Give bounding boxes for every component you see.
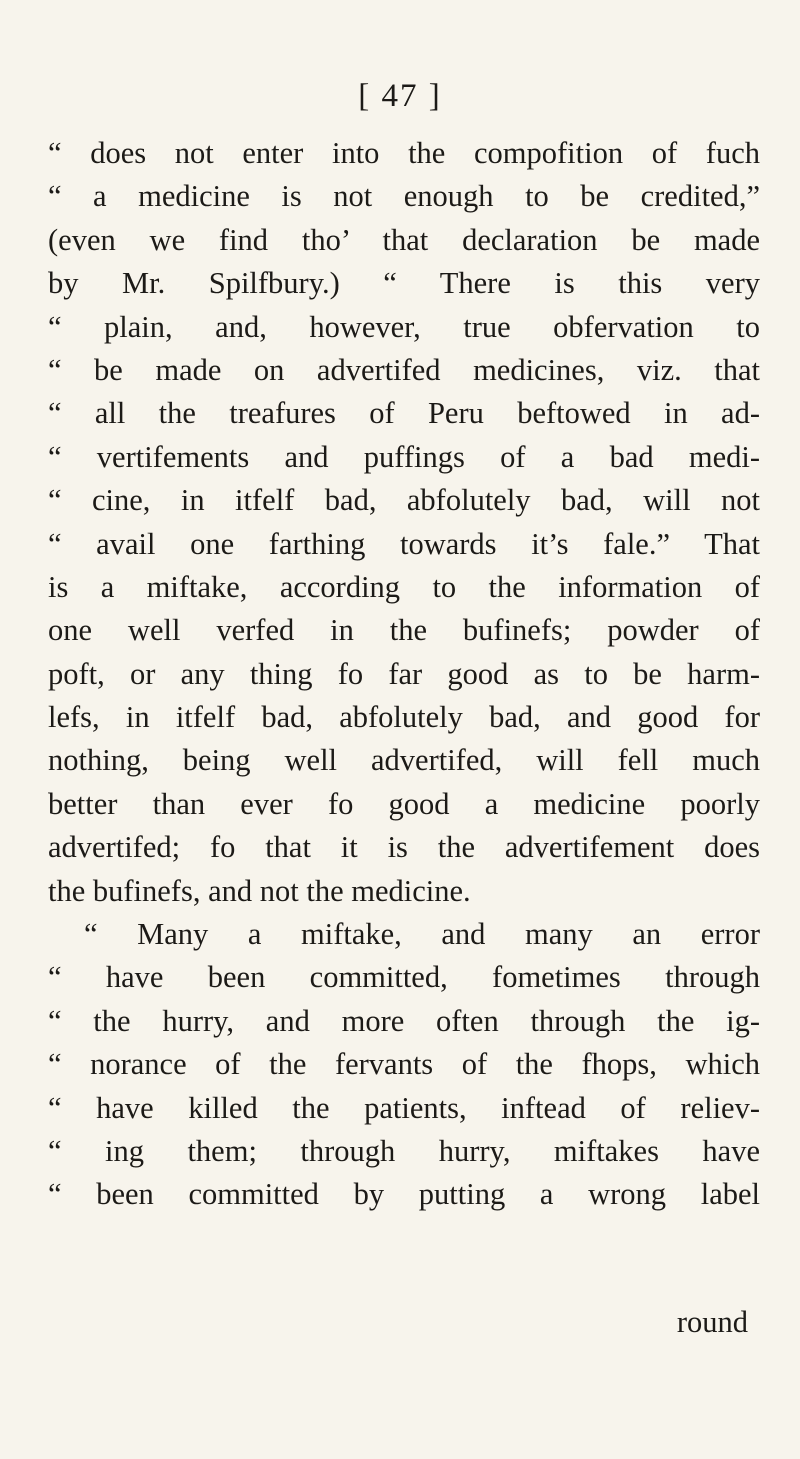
text-line-3: (even we find tho’ that declaration be made xyxy=(48,222,760,257)
text-line-22: “ norance of the fervants of the fhops, which xyxy=(48,1047,760,1082)
text-line-16: better than ever fo good a medicine poorly xyxy=(48,786,760,821)
text-line-9: “ cine, in itfelf bad, abfolutely bad, will not xyxy=(48,483,760,518)
text-line-13: poft, or any thing fo far good as to be harm- xyxy=(48,656,760,691)
text-line-18: the bufinefs, and not the medicine. xyxy=(48,873,471,908)
text-line-14: lefs, in itfelf bad, abfolutely bad, and good for xyxy=(48,700,760,735)
text-line-15: nothing, being well advertifed, will fell much xyxy=(48,743,760,778)
text-line-25: “ been committed by putting a wrong label xyxy=(48,1177,760,1212)
text-line-12: one well verfed in the bufinefs; powder of xyxy=(48,613,760,648)
text-line-8: “ vertifements and puffings of a bad medi- xyxy=(48,439,760,474)
text-line-23: “ have killed the patients, inftead of reliev- xyxy=(48,1090,760,1125)
catchword: round xyxy=(676,1305,748,1339)
text-line-24: “ ing them; through hurry, miftakes have xyxy=(48,1133,760,1168)
text-line-10: “ avail one farthing towards it’s fale.” That xyxy=(48,526,760,561)
text-line-19: “ Many a miftake, and many an error xyxy=(84,917,760,952)
body-text xyxy=(48,132,760,1217)
text-line-20: “ have been committed, fometimes through xyxy=(48,960,760,995)
page-number-header: [ 47 ] xyxy=(358,78,442,114)
text-line-17: advertifed; fo that it is the advertifement does xyxy=(48,830,760,865)
text-line-11: is a miftake, according to the information of xyxy=(48,569,760,604)
text-line-21: “ the hurry, and more often through the ig- xyxy=(48,1003,760,1038)
text-line-4: by Mr. Spilfbury.) “ There is this very xyxy=(48,266,760,301)
text-line-2: “ a medicine is not enough to be credited,” xyxy=(48,179,760,214)
text-line-6: “ be made on advertifed medicines, viz. that xyxy=(48,352,760,387)
text-line-1: “ does not enter into the compofition of fuch xyxy=(48,136,760,170)
text-line-5: “ plain, and, however, true obfervation to xyxy=(48,309,760,344)
text-line-7: “ all the treafures of Peru beftowed in ad- xyxy=(48,396,760,431)
